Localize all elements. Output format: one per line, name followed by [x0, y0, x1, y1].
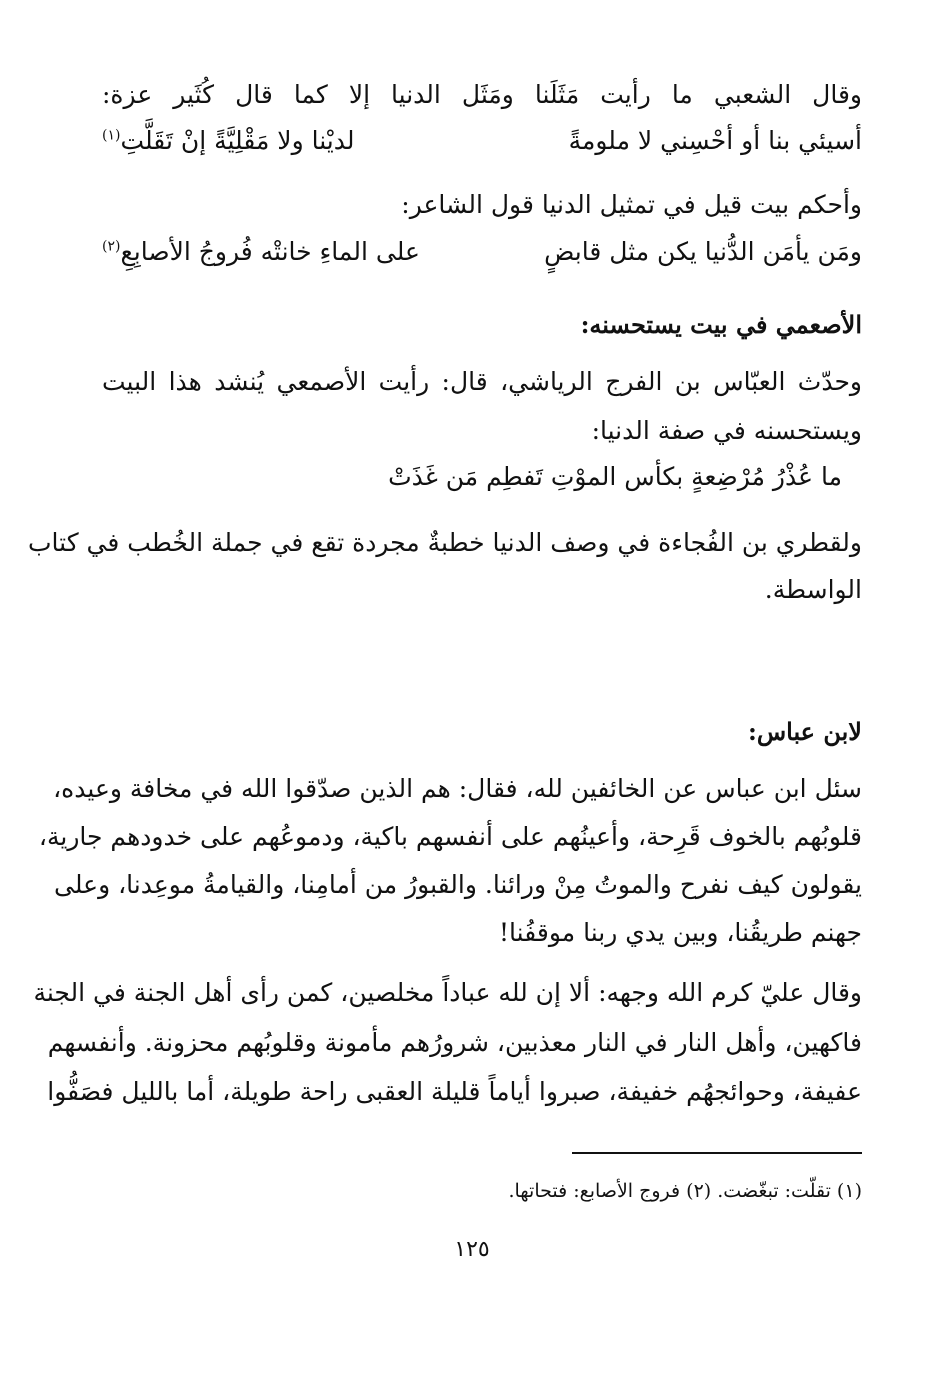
verse-hemistich-group [102, 237, 420, 267]
text-line: سئل ابن عباس عن الخائفين لله، فقال: هم الذين صدّقوا الله في مخافة وعيده، [53, 774, 862, 803]
verse-hemistich: أسيئي بنا أو أحْسِني لا ملومةً [568, 126, 862, 155]
text-line: وقال عليّ كرم الله وجهه: ألا إن لله عباداً مخلصين، كمن رأى أهل الجنة في الجنة [33, 978, 862, 1007]
page-number: ١٢٥ [454, 1237, 490, 1262]
text-line: قلوبُهم بالخوف قَرِحة، وأعينُهم على أنفسهم باكية، ودموعُهم على خدودهم جارية، [38, 822, 862, 851]
poem-verse [102, 126, 862, 156]
footnotes: (١) تقلّت: تبغّضت. (٢) فروج الأصابع: فتحاتها. [508, 1180, 862, 1202]
verse-hemistich-group [102, 126, 354, 156]
text-line: وأحكم بيت قيل في تمثيل الدنيا قول الشاعر: [401, 190, 862, 219]
text-line: ويستحسنه في صفة الدنيا: [591, 416, 862, 445]
verse-hemistich: ومَن يأمَن الدُّنيا يكن مثل قابضٍ [544, 237, 862, 266]
subheading: لابن عباس: [747, 717, 862, 746]
verse-hemistich: على الماءِ خانتْه فُروجُ الأصابِعِ [120, 237, 420, 266]
text-line: يقولون كيف نفرح والموتُ مِنْ ورائنا. والقبورُ من أمامِنا، والقيامةُ موعِدنا، وعلى [54, 870, 862, 899]
text-line: ولقطري بن الفُجاءة في وصف الدنيا خطبةٌ مجردة تقع في جملة الخُطب في كتاب [28, 528, 862, 557]
subheading: الأصعمي في بيت يستحسنه: [580, 310, 862, 339]
text-line: جهنم طريقُنا، وبين يدي ربنا موقفُنا! [499, 918, 862, 947]
footnote-separator [572, 1152, 862, 1154]
poem-verse: ما عُذْرُ مُرْضِعةٍ بكأس الموْتِ تَفطِم مَن غَذَتْ [388, 462, 842, 491]
verse-hemistich: لديْنا ولا مَقْلِيَّةً إنْ تَقَلَّتِ [120, 126, 355, 155]
text-line: الواسطة. [764, 575, 862, 604]
poem-verse [102, 237, 862, 267]
text-line: وقال الشعبي ما رأيت مَثَلَنا ومَثَل الدنيا إلا كما قال كُثَير عزة: [102, 80, 862, 109]
text-line: فاكهين، وأهل النار في النار معذبين، شرورُهم مأمونة وقلوبُهم محزونة. وأنفسهم [47, 1028, 862, 1057]
text-line: وحدّث العبّاس بن الفرج الرياشي، قال: رأيت الأصمعي يُنشد هذا البيت [102, 367, 862, 396]
footnote-ref: (١) [102, 127, 121, 144]
footnote-ref: (٢) [102, 238, 121, 255]
text-line: عفيفة، وحوائجهُم خفيفة، صبروا أياماً قليلة العقبى راحة طويلة، أما بالليل فصَفُّوا [47, 1077, 862, 1106]
